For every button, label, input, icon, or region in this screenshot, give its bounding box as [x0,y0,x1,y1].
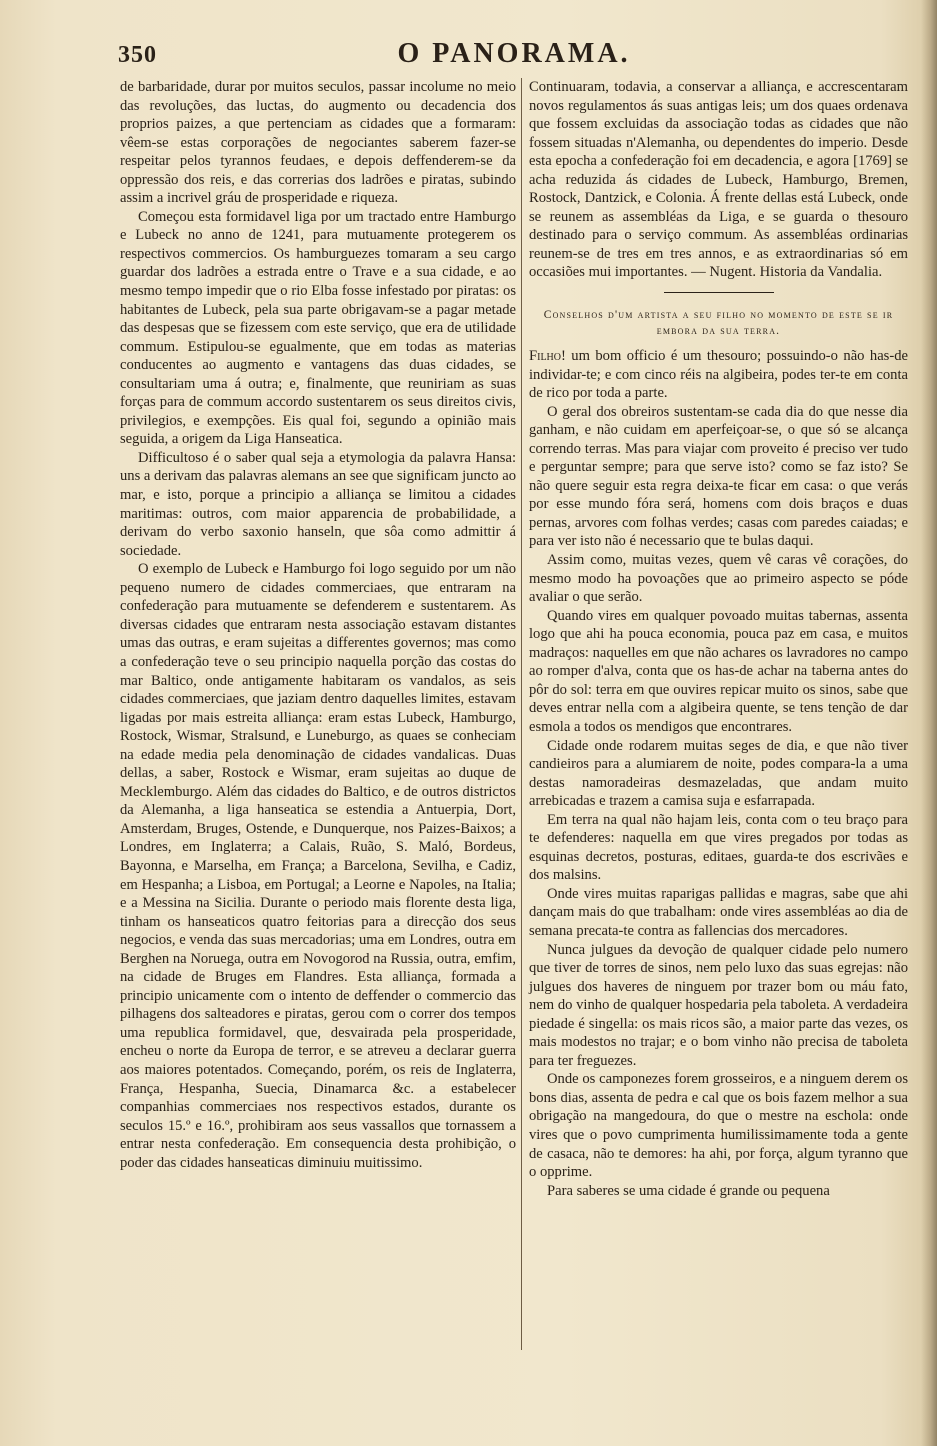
lead-word: Filho! [529,348,566,365]
paragraph: Assim como, muitas vezes, quem vê caras vê corações, do mesmo modo ha povoações que ao primeiro aspecto se póde avaliar o que serão. [529,552,908,606]
column-divider [521,78,522,1350]
paragraph: O geral dos obreiros sustentam-se cada dia do que nesse dia ganham, e não cuidam em aperfeiçoar-se, o que só se alcança correndo terras. Mas para viajar com proveito é preciso ver tudo e perguntar sempre; para que serve isto? como se faz isto? Se não quere seguir esta regra deixa-te ficar em casa: o que verás por esse mundo fóra será, homens com dois braços e duas pernas, arvores com folhas verdes; casas com paredes caiadas; e para ver isto não é necessario que te bulas daqui. [529,403,908,550]
section-title: Conselhos d'um artista a seu filho no momento de este se ir embora da sua terra. [543,309,894,338]
paragraph: Para saberes se uma cidade é grande ou pequena [547,1182,830,1199]
right-column [529,78,908,1200]
paragraph: O exemplo de Lubeck e Hamburgo foi logo seguido por um não pequeno numero de cidades commerciaes, que entraram na confederação para mutuamente se defenderem e sustentarem. As diversas cidades que entraram nesta associação estavam distantes umas das outras, e eram sujeitas a differentes governos; mas como a confederação teve o seu principio naquella porção das costas do mar Baltico, onde antigamente habitaram os vandalos, as seis cidades commerciaes, que jaziam dentro daquelles limites, estavam ligadas por mais estreita alliança: eram estas Lubeck, Hamburgo, Rostock, Wismar, Stralsund, e Luneburgo, as quaes se conheciam na edade media pela denominação de cidades vandalicas. Duas dellas, a saber, Rostock e Wismar, eram sujeitas ao duque de Mecklemburgo. Além das cidades do Baltico, e de outros districtos da Alemanha, a liga hanseatica se estendia a Antuerpia, Dort, Amsterdam, Bruges, Ostende, e Dunquerque, nos Paizes-Baixos; a Londres, em Inglaterra; a Calais, Ruão, S. Maló, Bordeus, Bayonna, e Marselha, em França; a Barcelona, Sevilha, e Cadiz, em Hespanha; a Lisboa, em Portugal; a Leorne e Napoles, na Italia; e a Messina na Sicilia. Durante o periodo mais florente desta liga, tinham os hanseaticos quatro feitorias para a direcção dos seus negocios, e venda das suas mercadorias; uma em Londres, outra em Berghen na Noruega, outra em Novogorod na Russia, outra, emfim, na cidade de Bruges em Flandres. Esta alliança, formada a principio unicamente com o intento de deffender o commercio das pilhagens dos salteadores e piratas, gerou com o correr dos tempos uma republica formidavel, que, desvairada pela prosperidade, encheu o norte da Europa de terror, e se atreveu a declarar guerra aos maiores potentados. Começando, porém, os reis de Inglaterra, França, Hespanha, Suecia, Dinamarca &c. a estabelecer companhias commerciaes nos respectivos estados, durante os seculos 15.º e 16.º, prohibiram aos seus vassallos que tornassem a entrar nesta confederação. Em consequencia desta prohibição, o poder das cidades hanseaticas diminuiu muitissimo. [120,561,516,1171]
section-divider [664,292,774,293]
paragraph: Quando vires em qualquer povoado muitas tabernas, assenta logo que ahi ha pouca economia, pouca paz em casa, e muitos madraços: naquelles em que não achares os lavradores no campo ao romper d'alva, conta que os has-de achar na taberna antes do pôr do sol: terra em que ouvires repicar muito os sinos, sabe que deves entrar nella com a algibeira quente, se tens tenção de dar esmola a todos os mendigos que encontrares. [529,607,908,735]
paragraph: de barbaridade, durar por muitos seculos, passar incolume no meio das revoluções, das luctas, do augmento ou decadencia dos proprios paizes, a que pertenciam as cidades que a formaram: vêem-se estas corporações de negociantes saberem fazer-se respeitar pelos tyrannos feudaes, e depois deffenderem-se da oppressão dos reis, e das correrias dos ladrões e piratas, subindo assim a incrivel gráu de prosperidade e riqueza. [120,79,516,207]
page-spine-shadow [921,0,937,1446]
paragraph: Em terra na qual não hajam leis, conta com o teu braço para te defenderes: naquella em que vires pregados por todas as esquinas decretos, posturas, editaes, guarda-te dos escrivães e dos malsins. [529,811,908,884]
page-header [118,38,910,72]
running-title: O PANORAMA. [397,38,631,69]
paragraph [529,347,908,403]
paragraph: Cidade onde rodarem muitas seges de dia, e que não tiver candieiros para a alumiarem de noite, podes compara-la a uma destas namoradeiras desmazeladas, que andam muito arrebicadas e trazem a camisa suja e esfarrapada. [529,737,908,810]
paragraph: Nunca julgues da devoção de qualquer cidade pelo numero que tiver de torres de sinos, nem pelo luxo das suas egrejas: não julgues dos haveres de ninguem por trazer bom ou máu fato, nem do vinho de qualquer hospedaria pela taboleta. A verdadeira piedade é singella: os mais ricos são, a maior parte das vezes, os mais modestos no trajar; e o bom vinho não precisa de taboleta para ter freguezes. [529,941,908,1069]
paragraph: Onde os camponezes forem grosseiros, e a ninguem derem os bons dias, assenta de pedra e cal que os bois fazem melhor a sua obrigação na mangedoura, do que o mestre na eschola: onde vires que o povo cumprimenta humilissimamente toda a gente de casaca, não te demores: ha ahi, por força, algum tyranno que o opprime. [529,1071,908,1181]
left-column [120,78,516,1172]
paragraph: Começou esta formidavel liga por um tractado entre Hamburgo e Lubeck no anno de 1241, para mutuamente protegerem os respectivos commercios. Os hamburguezes tomaram a seu cargo guardar dos ladrões a estrada entre o Trave e a sua cidade, e ao mesmo tempo impedir que o rio Elba fosse infestado por piratas: os habitantes de Lubeck, pela sua parte obrigavam-se a pagar metade das despesas que se fizessem com este serviço, que era de utilidade commum. Estipulou-se egualmente, que em todas as materias conducentes ao augmento e vantagens das duas cidades, se consultariam uma á outra; e, finalmente, que reuniriam as suas forças para de commum accordo sustentarem os seus direitos civis, privilegios, e exempções. Eis qual foi, segundo a opinião mais seguida, a origem da Liga Hanseatica. [120,208,516,448]
page-number: 350 [118,42,157,68]
paragraph: Onde vires muitas raparigas pallidas e magras, sabe que ahi dançam mais do que trabalham: onde vires assembléas ao dia de semana precata-te contra as fallencias dos mercadores. [529,885,908,939]
paragraph: Continuaram, todavia, a conservar a alliança, e accrescentaram novos regulamentos ás suas antigas leis; um dos quaes ordenava que fossem excluidas da associação todas as cidades que não fossem situadas n'Alemanha, ou dependentes do imperio. Desde esta epocha a confederação foi em decadencia, e agora [1769] se acha reduzida ás cidades de Lubeck, Hamburgo, Bremen, Rostock, Dantzick, e Colonia. Á frente dellas está Lubeck, onde se reunem as assembléas da Liga, e se guarda o thesouro destinado para o serviço commum. As assembléas ordinarias reunem-se de tres em tres annos, e as extraordinarias só em occasiões mui importantes. — Nugent. Historia da Vandalia. [529,79,908,281]
paragraph: Difficultoso é o saber qual seja a etymologia da palavra Hansa: uns a derivam das palavras alemans an see que significam juncto ao mar, e isto, porque a principio a alliança se limitou a cidades maritimas: outros, com maior apparencia de probabilidade, a derivam do verbo saxonio hanseln, que sôa como admittir á sociedade. [120,449,516,559]
paragraph-text: um bom officio é um thesouro; possuindo-o não has-de individar-te; e com cinco réis na algibeira, podes ter-te em conta de rico por toda a parte. [529,348,908,402]
